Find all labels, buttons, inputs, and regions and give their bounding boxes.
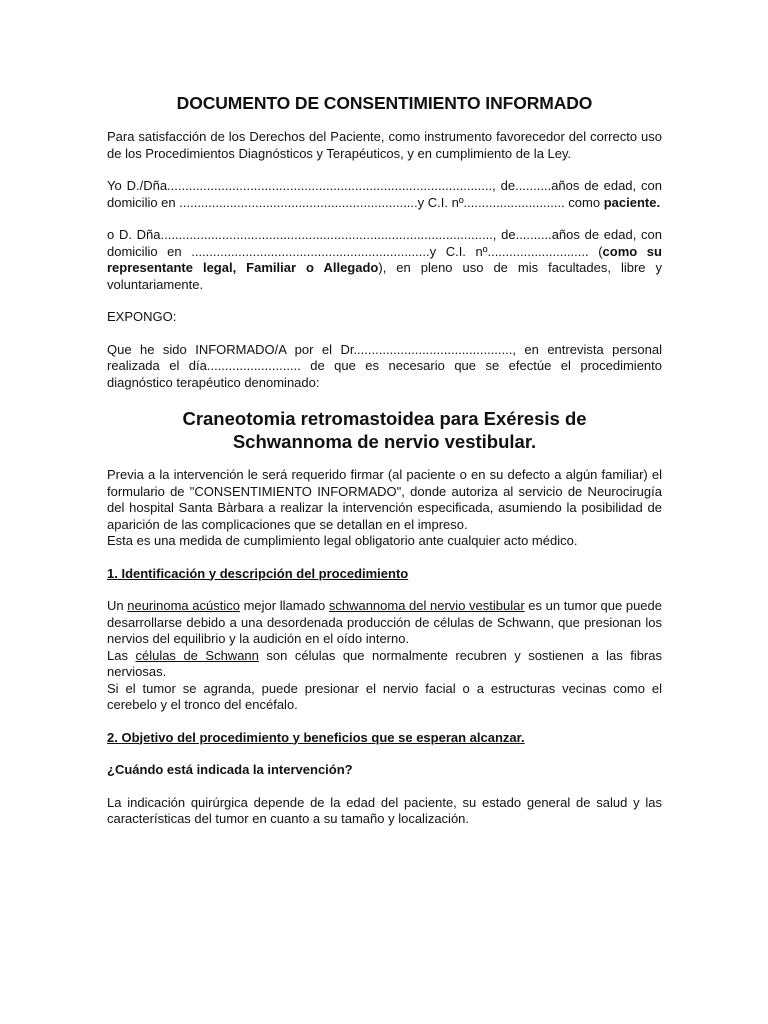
section-1-paragraph-1: [107, 598, 662, 648]
text-fragment: Un: [107, 598, 128, 613]
section-1-paragraph-2: [107, 648, 662, 681]
procedure-title-line-2: Schwannoma de nervio vestibular.: [232, 431, 537, 452]
section-1-body: [107, 598, 662, 714]
schwannoma-link[interactable]: schwannoma del nervio vestibular: [328, 598, 525, 613]
text-fragment: mejor llamado: [239, 598, 329, 613]
section-2-heading: 2. Objetivo del procedimiento y beneficios que se esperan alcanzar.: [107, 729, 525, 745]
text-fragment: Las: [107, 647, 136, 663]
text-fragment: son células que normalmente recubren y sostienen a las fibras nerviosas.: [107, 647, 662, 679]
patient-clause-text: Yo D./Dña.........................................................................................., de..........años de edad, con domicilio en ..................................................................y C.I. nº............................ como: [107, 178, 662, 210]
neurinoma-link[interactable]: neurinoma acústico: [127, 598, 240, 613]
representative-clause-text-before: o D. Dña............................................................................................, de..........años de edad, con domicilio en ..................................................................y C.I. nº............................ (: [107, 227, 662, 259]
intro-paragraph: Para satisfacción de los Derechos del Paciente, como instrumento favorecedor del correcto uso de los Procedimientos Diagnósticos y Terapéuticos, y en cumplimiento de la Ley.: [107, 129, 662, 161]
patient-label: paciente.: [603, 194, 661, 210]
document-page: [107, 92, 662, 844]
informed-paragraph: Que he sido INFORMADO/A por el Dr............................................, en entrevista personal realizada el día.......................... de que es necesario que se efectúe el procedimiento diagnóstico terapéutico denominado:: [107, 341, 662, 390]
patient-clause: [107, 178, 662, 211]
procedure-title: [107, 407, 662, 453]
legal-note: Esta es una medida de cumplimiento legal obligatorio ante cualquier acto médico.: [107, 533, 578, 548]
document-title: DOCUMENTO DE CONSENTIMIENTO INFORMADO: [176, 93, 593, 113]
representative-label: como su representante legal, Familiar o Allegado: [107, 243, 662, 275]
indication-question: ¿Cuándo está indicada la intervención?: [107, 762, 353, 777]
section-1-paragraph-3: Si el tumor se agranda, puede presionar el nervio facial o a estructuras vecinas como el cerebelo y el tronco del encéfalo.: [107, 680, 662, 712]
representative-clause: [107, 227, 662, 293]
expongo-label: EXPONGO:: [107, 309, 177, 324]
indication-paragraph: La indicación quirúrgica depende de la edad del paciente, su estado general de salud y las características del tumor en cuanto a su tamaño y localización.: [107, 794, 662, 826]
representative-clause-text-after: ), en pleno uso de mis facultades, libre y voluntariamente.: [107, 260, 662, 292]
procedure-title-line-1: Craneotomia retromastoidea para Exéresis de: [182, 408, 587, 429]
section-1-heading: 1. Identificación y descripción del procedimiento: [107, 565, 409, 581]
previa-paragraph: Previa a la intervención le será requerido firmar (al paciente o en su defecto a algún familiar) el formulario de "CONSENTIMIENTO INFORMADO", donde autoriza al servicio de Neurocirugía del hospital Santa Bàrbara a realizar la intervención especificada, asumiendo la posibilidad de aparición de las complicaciones que se detallan en el impreso.: [107, 467, 662, 532]
text-fragment: es un tumor que puede desarrollarse debido a una desordenada producción de células de Schwann, que presionan los nervios del equilibrio y la audición en el oído interno.: [107, 598, 662, 646]
schwann-cells-link[interactable]: células de Schwann: [135, 647, 259, 663]
previa-block: [107, 467, 662, 550]
